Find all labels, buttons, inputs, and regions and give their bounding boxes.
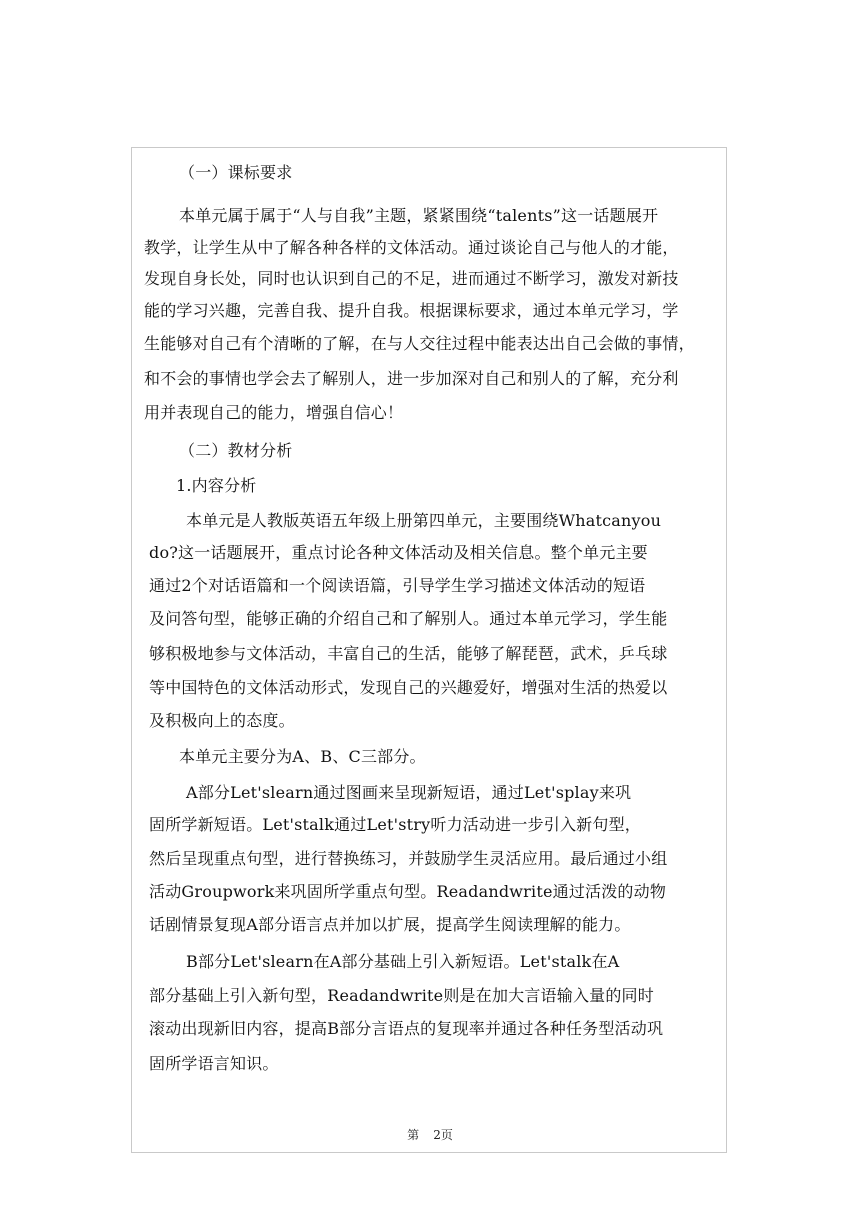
parts-intro: 本单元主要分为A、B、C三部分。 [179,747,426,766]
page-footer [0,1126,860,1143]
paragraph-line: 用并表现自己的能力，增强自信心！ [144,403,404,422]
paragraph-line: 话剧情景复现A部分语言点并加以扩展，提高学生阅读理解的能力。 [149,915,631,934]
paragraph-line: 发现自身长处，同时也认识到自己的不足，进而通过不断学习，激发对新技 [144,269,679,288]
paragraph-line: 部分基础上引入新句型，Readandwrite则是在加大言语输入量的同时 [149,986,654,1005]
paragraph-line: 及问答句型，能够正确的介绍自己和了解别人。通过本单元学习，学生能 [149,609,668,628]
paragraph-line: 滚动出现新旧内容，提高B部分言语点的复现率并通过各种任务型活动巩 [149,1019,664,1038]
paragraph-line: 固所学语言知识。 [149,1054,279,1073]
paragraph-line: 然后呈现重点句型，进行替换练习，并鼓励学生灵活应用。最后通过小组 [149,849,668,868]
paragraph-line: 教学，让学生从中了解各种各样的文体活动。通过谈论自己与他人的才能， [144,238,679,257]
paragraph-line: 活动Groupwork来巩固所学重点句型。Readandwrite通过活泼的动物 [149,882,667,901]
paragraph-line: 通过2个对话语篇和一个阅读语篇，引导学生学习描述文体活动的短语 [149,576,646,595]
paragraph-line: 和不会的事情也学会去了解别人，进一步加深对自己和别人的了解，充分利 [144,369,679,388]
paragraph-line: 本单元属于属于“人与自我”主题，紧紧围绕“talents”这一话题展开 [179,206,659,225]
paragraph-line: 够积极地参与文体活动，丰富自己的生活，能够了解琵琶，武术，乒乓球 [149,644,668,663]
paragraph-line: 固所学新短语。Let'stalk通过Let'stry听力活动进一步引入新句型， [149,815,641,834]
paragraph-line: 及积极向上的态度。 [149,711,295,730]
paragraph-line: 等中国特色的文体活动形式，发现自己的兴趣爱好，增强对生活的热爱以 [149,678,668,697]
paragraph-line: do?这一话题展开，重点讨论各种文体活动及相关信息。整个单元主要 [149,543,648,562]
heading-curriculum: （一）课标要求 [179,163,293,182]
paragraph-line: 能的学习兴趣，完善自我、提升自我。根据课标要求，通过本单元学习，学 [144,301,679,320]
heading-material-analysis: （二）教材分析 [179,441,293,460]
paragraph-line: 生能够对自己有个清晰的了解，在与人交往过程中能表达出自己会做的事情， [144,334,695,353]
page-number: 2页 [433,1128,453,1142]
page-number-prefix: 第 [407,1128,420,1142]
paragraph-line: 本单元是人教版英语五年级上册第四单元，主要围绕Whatcanyou [186,511,662,530]
paragraph-line: B部分Let'slearn在A部分基础上引入新短语。Let'stalk在A [186,952,620,971]
paragraph-line: A部分Let'slearn通过图画来呈现新短语，通过Let'splay来巩 [186,783,632,802]
subheading-content-analysis: 1.内容分析 [176,476,257,495]
